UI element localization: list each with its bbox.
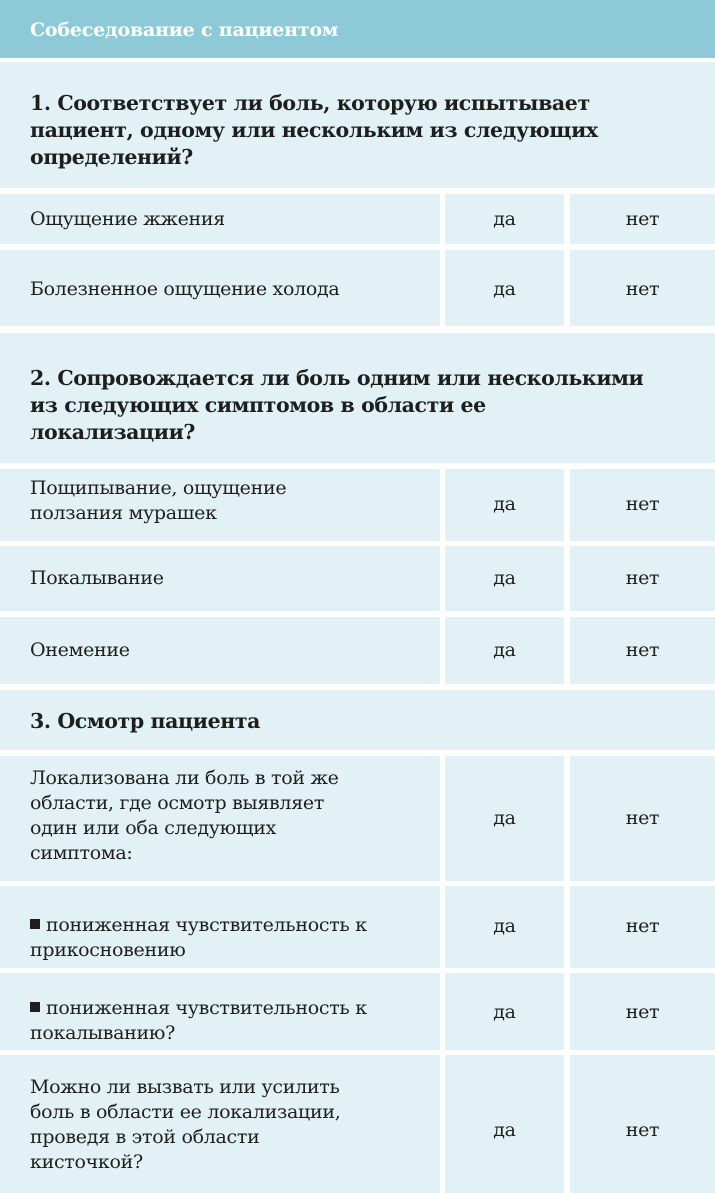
answer-no[interactable]: нет [625, 493, 660, 515]
row-label: Покалывание [30, 567, 164, 589]
answer-yes[interactable]: да [493, 493, 516, 515]
answer-no[interactable]: нет [625, 807, 660, 829]
row-label: пониженная чувствительность к покалыванию? [30, 997, 367, 1044]
row-label: Локализована ли боль в той же области, где осмотр выявляет один или оба следующих симптома: [30, 767, 339, 864]
answer-yes[interactable]: да [493, 807, 516, 829]
answer-no[interactable]: нет [625, 567, 660, 589]
question-2-text: 2. Сопровождается ли боль одним или несколькими из следующих симптомов в области ее локализации? [30, 366, 644, 444]
answer-yes[interactable]: да [493, 1001, 516, 1023]
answer-yes[interactable]: да [493, 208, 516, 230]
question-1-text: 1. Соответствует ли боль, которую испытывает пациент, одному или нескольким из следующих определений? [30, 91, 598, 169]
row-label: Можно ли вызвать или усилить боль в области ее локализации, проведя в этой области кисточкой? [30, 1076, 341, 1173]
answer-yes[interactable]: да [493, 567, 516, 589]
row-label: пониженная чувствительность к прикосновению [30, 914, 367, 961]
bullet-icon [30, 919, 40, 929]
answer-no[interactable]: нет [625, 208, 660, 230]
bullet-icon [30, 1002, 40, 1012]
row-label: Пощипывание, ощущение ползания мурашек [30, 477, 287, 524]
answer-no[interactable]: нет [625, 1001, 660, 1023]
table-title: Собеседование с пациентом [30, 19, 339, 41]
answer-no[interactable]: нет [625, 915, 660, 937]
answer-yes[interactable]: да [493, 639, 516, 661]
table-header [0, 0, 715, 58]
answer-yes[interactable]: да [493, 915, 516, 937]
answer-no[interactable]: нет [625, 639, 660, 661]
answer-no[interactable]: нет [625, 1119, 660, 1141]
answer-no[interactable]: нет [625, 278, 660, 300]
row-label: Ощущение жжения [30, 208, 225, 230]
row-label: Болезненное ощущение холода [30, 278, 340, 300]
answer-yes[interactable]: да [493, 1119, 516, 1141]
answer-yes[interactable]: да [493, 278, 516, 300]
row-label: Онемение [30, 639, 130, 661]
question-3-text: 3. Осмотр пациента [30, 709, 261, 733]
